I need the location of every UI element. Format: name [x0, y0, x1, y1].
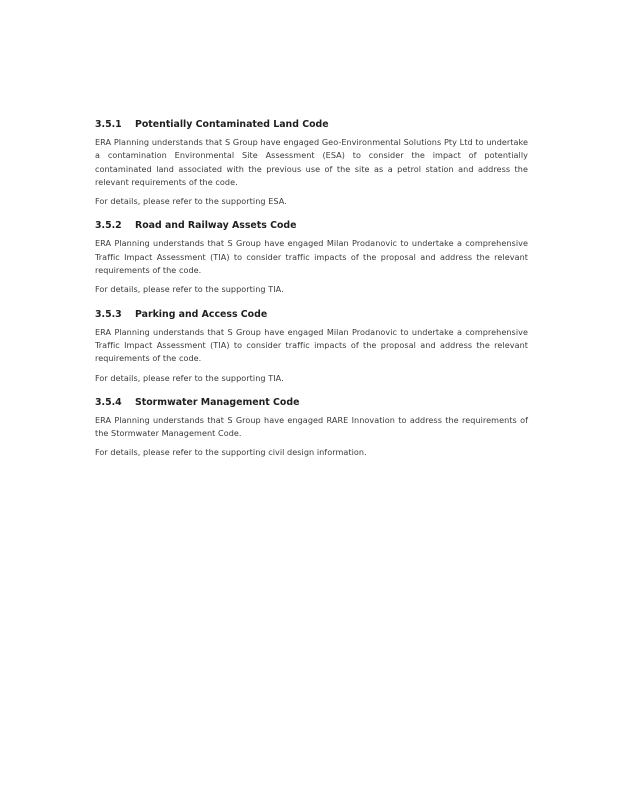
section-body: ERA Planning understands that S Group have engaged Milan Prodanovic to undertake a comprehensive Traffic Impact Assessment (TIA) to consider traffic impacts of the proposal and address the relevant requirements of the code.: [95, 238, 528, 276]
section-number: 3.5.3: [95, 308, 122, 320]
section-3-5-4: [95, 397, 528, 460]
section-body: ERA Planning understands that S Group have engaged Milan Prodanovic to undertake a comprehensive Traffic Impact Assessment (TIA) to consider traffic impacts of the proposal and address the relevant requirements of the code.: [95, 326, 528, 364]
section-heading: [95, 309, 528, 323]
section-number: 3.5.2: [95, 220, 122, 232]
document-page: [95, 119, 528, 472]
section-body: ERA Planning understands that S Group have engaged RARE Innovation to address the requirements of the Stormwater Management Code.: [95, 414, 528, 439]
section-body: ERA Planning understands that S Group have engaged Geo-Environmental Solutions Pty Ltd to undertake a contamination Environmental Site Assessment (ESA) to consider the impact of potentially contaminated land associated with the previous use of the site as a petrol station and address the relevant requirements of the code.: [95, 137, 528, 187]
section-note: For details, please refer to the supporting civil design information.: [95, 447, 367, 458]
section-note: For details, please refer to the supporting TIA.: [95, 372, 284, 383]
section-heading: [95, 397, 528, 411]
section-3-5-2: [95, 220, 528, 296]
section-note: For details, please refer to the supporting ESA.: [95, 196, 287, 207]
section-heading: [95, 119, 528, 133]
section-title: Road and Railway Assets Code: [135, 220, 297, 232]
section-title: Potentially Contaminated Land Code: [135, 119, 329, 130]
section-note: For details, please refer to the supporting TIA.: [95, 284, 284, 295]
section-number: 3.5.1: [95, 119, 122, 130]
section-title: Parking and Access Code: [135, 308, 268, 320]
section-heading: [95, 220, 528, 234]
section-3-5-1: [95, 119, 528, 208]
section-number: 3.5.4: [95, 396, 122, 408]
section-3-5-3: [95, 309, 528, 385]
section-title: Stormwater Management Code: [135, 396, 300, 408]
